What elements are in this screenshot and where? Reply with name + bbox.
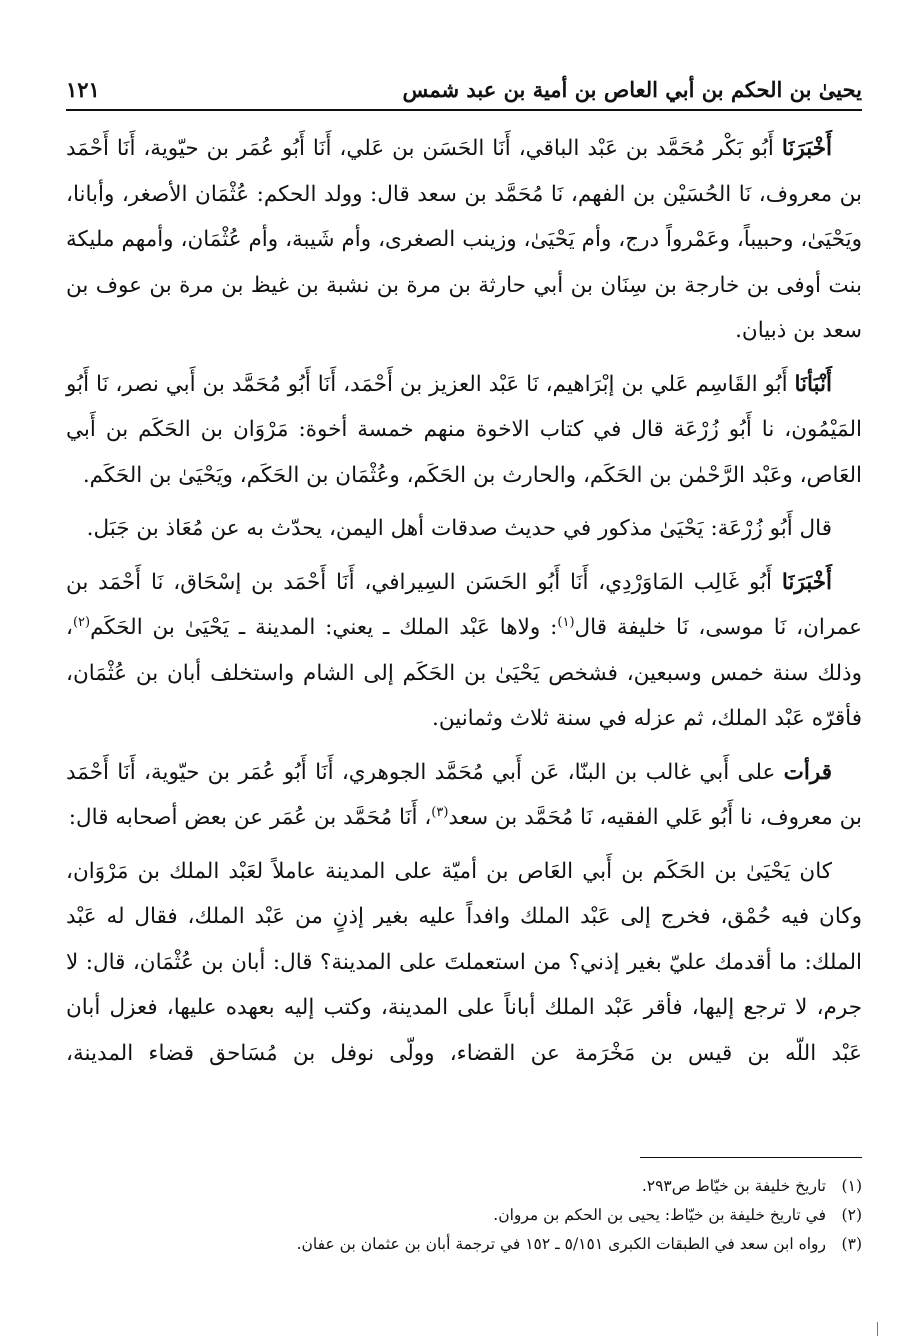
page-number: ١٢١ xyxy=(66,76,100,102)
footnote-2 xyxy=(66,1201,862,1230)
footnote-3 xyxy=(66,1230,862,1259)
paragraph-text: أَبُو القَاسِم عَلي بن إبْرَاهيم، نَا عَبْد العزيز بن أَحْمَد، أَنَا أَبُو مُحَمَّد بن أَبي نصر، نَا أَبُو المَيْمُون، نا أَبُو زُرْعَة قال في كتاب الاخوة منهم خمسة أخوة: مَرْوَان بن الحَكَم بن أَبي العَاص، وعَبْد الرَّحْمٰن بن الحَكَم، والحارث بن الحَكَم، وعُثْمَان بن الحَكَم، ويَحْيَىٰ بن الحَكَم. xyxy=(66,371,862,488)
paragraph-text: كان يَحْيَىٰ بن الحَكَم بن أَبي العَاص بن أميّة على المدينة عاملاً لعَبْد الملك بن مَرْوَان، وكان فيه حُمْق، فخرج إلى عَبْد الملك وافداً عليه بغير إذنٍ من عَبْد الملك، فقال له عَبْد الملك: ما أقدمك عليّ بغير إذني؟ من استعملتَ على المدينة؟ قال: أبان بن عُثْمَان، قال: لا جرم، لا ترجع إليها، فأقر عَبْد الملك أباناً على المدينة، وكتب إليه بعهده عليها، فعزل أبان عَبْد اللّه بن قيس بن مَخْرَمة عن القضاء، وولّى نوفل بن مُسَاحق قضاء المدينة، xyxy=(66,858,862,1066)
footnote-number: (١) xyxy=(841,1177,862,1195)
paragraph-text: أَبُو غَالِب المَاوَرْدِي، أَنَا أَبُو الحَسَن السِيرافي، أَنَا أَحْمَد بن إسْحَاق، نَا أَحْمَد بن عمران، نَا موسى، نَا خليفة قال xyxy=(66,569,863,640)
footnote-text: تاريخ خليفة بن خيّاط ص٢٩٣. xyxy=(641,1177,826,1195)
footnote-1 xyxy=(66,1172,862,1201)
footnotes xyxy=(66,1172,862,1259)
paragraph-text-cont: ، وذلك سنة خمس وسبعين، فشخص يَحْيَىٰ بن الحَكَم إلى الشام واستخلف أبان بن عُثْمَان، فأقرّه عَبْد الملك، ثم عزله في سنة ثلاث وثمانين. xyxy=(66,615,862,731)
page-header xyxy=(66,74,862,104)
main-text xyxy=(66,126,862,1084)
paragraph-text: على أَبي غالب بن البنّا، عَن أَبي مُحَمَّد الجوهري، أَنَا أَبُو عُمَر بن حيّوية، أَنَا أَحْمَد بن معروف، نا أَبُو عَلي الفقيه، نَا مُحَمَّد بن سعد xyxy=(66,759,862,830)
book-page xyxy=(66,0,862,1342)
paragraph-lead: أَنْبَأنَا xyxy=(794,371,832,397)
paragraph-4 xyxy=(66,560,862,742)
footnote-text: في تاريخ خليفة بن خيّاط: يحيى بن الحكم بن مروان. xyxy=(493,1206,826,1224)
footnote-text: رواه ابن سعد في الطبقات الكبرى ٥/١٥١ ـ ١٥٢ في ترجمة أبان بن عثمان بن عفان. xyxy=(296,1235,826,1253)
footnote-number: (٢) xyxy=(841,1206,862,1224)
paragraph-lead: قرأت xyxy=(783,759,832,785)
running-title: يحيىٰ بن الحكم بن أبي العاص بن أمية بن عبد شمس xyxy=(402,76,862,102)
footnote-ref-1: (١) xyxy=(557,614,575,630)
paragraph-text-cont: ، أَنَا مُحَمَّد بن عُمَر عن بعض أصحابه قال: xyxy=(68,805,432,830)
margin-mark xyxy=(877,1322,878,1336)
paragraph-lead: أَخْبَرَنَا xyxy=(781,569,832,595)
footnote-rule xyxy=(640,1157,862,1158)
paragraph-3 xyxy=(66,506,862,552)
footnote-number: (٣) xyxy=(841,1235,862,1253)
paragraph-1 xyxy=(66,126,862,354)
paragraph-lead: أَخْبَرَنَا xyxy=(781,136,832,161)
paragraph-text-cont: : ولاها عَبْد الملك ـ يعني: المدينة ـ يَحْيَىٰ بن الحَكَم xyxy=(90,615,558,640)
paragraph-text: أَبُو بَكْر مُحَمَّد بن عَبْد الباقي، أَنَا الحَسَن بن عَلي، أَنَا أَبُو عُمَر بن حيّوية، أَنَا أَحْمَد بن معروف، نَا الحُسَيْن بن الفهم، نَا مُحَمَّد بن سعد قال: وولد الحكم: عُثْمَان الأصغر، وأبانا، ويَحْيَىٰ، وحبيباً، وعَمْرواً درج، وأم يَحْيَىٰ، وزينب الصغرى، وأم شَيبة، وأم عُثْمَان، وأمهم مليكة بنت أوفى بن خارجة بن سِنَان بن أبي حارثة بن مرة بن نشبة بن غيظ بن مرة بن عوف بن سعد بن ذبيان. xyxy=(66,136,862,343)
paragraph-5 xyxy=(66,750,862,841)
header-rule xyxy=(66,109,862,111)
paragraph-6 xyxy=(66,849,862,1077)
footnote-ref-3: (٣) xyxy=(431,804,449,820)
footnote-ref-2: (٢) xyxy=(72,614,91,630)
paragraph-2 xyxy=(66,362,862,499)
paragraph-text: قال أَبُو زُرْعَة: يَحْيَىٰ مذكور في حديث صدقات أهل اليمن، يحدّث به عن مُعَاذ بن جَبَل. xyxy=(86,516,832,541)
